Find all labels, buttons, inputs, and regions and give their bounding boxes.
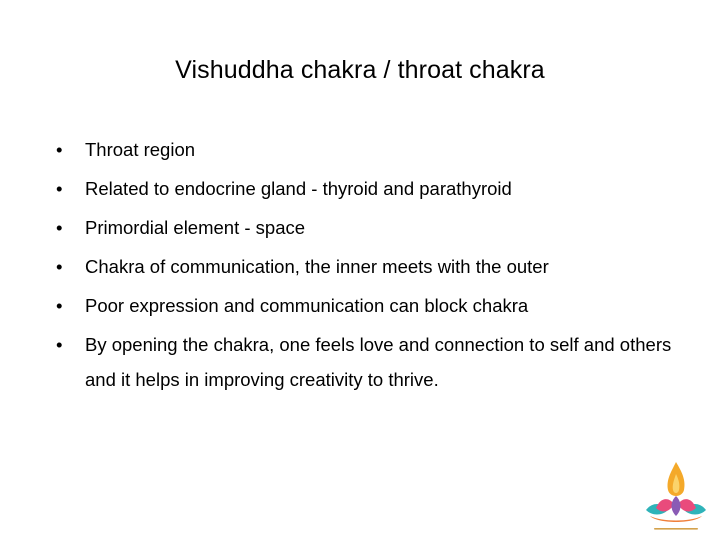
petal-center xyxy=(672,496,681,516)
lotus-diya-icon xyxy=(636,458,716,538)
bullet-item xyxy=(56,292,676,319)
bullet-item xyxy=(56,253,676,280)
bullet-dot: • xyxy=(56,334,63,355)
slide-title: Vishuddha chakra / throat chakra xyxy=(175,56,545,84)
petal-left-mid xyxy=(656,499,674,511)
bullet-item xyxy=(56,214,676,241)
bullet-text: Throat region xyxy=(85,139,196,160)
petal-base xyxy=(650,516,702,522)
bullet-dot: • xyxy=(56,217,63,238)
bullet-list xyxy=(56,136,676,409)
bullet-dot: • xyxy=(56,256,63,277)
bullet-dot: • xyxy=(56,295,63,316)
bullet-text: Primordial element - space xyxy=(85,217,306,238)
petal-right-mid xyxy=(678,499,696,511)
bullet-text: Poor expression and communication can block chakra xyxy=(85,295,529,316)
bullet-item xyxy=(56,175,676,202)
logo-caption-mark xyxy=(654,528,698,530)
bullet-text: Chakra of communication, the inner meets with the outer xyxy=(85,256,549,277)
bullet-text: By opening the chakra, one feels love and connection to self and others and it helps in improving creativity to thrive. xyxy=(85,334,672,390)
bullet-text: Related to endocrine gland - thyroid and parathyroid xyxy=(85,178,512,199)
bullet-dot: • xyxy=(56,139,63,160)
bullet-item xyxy=(56,136,676,163)
bullet-dot: • xyxy=(56,178,63,199)
bullet-item xyxy=(56,327,676,397)
